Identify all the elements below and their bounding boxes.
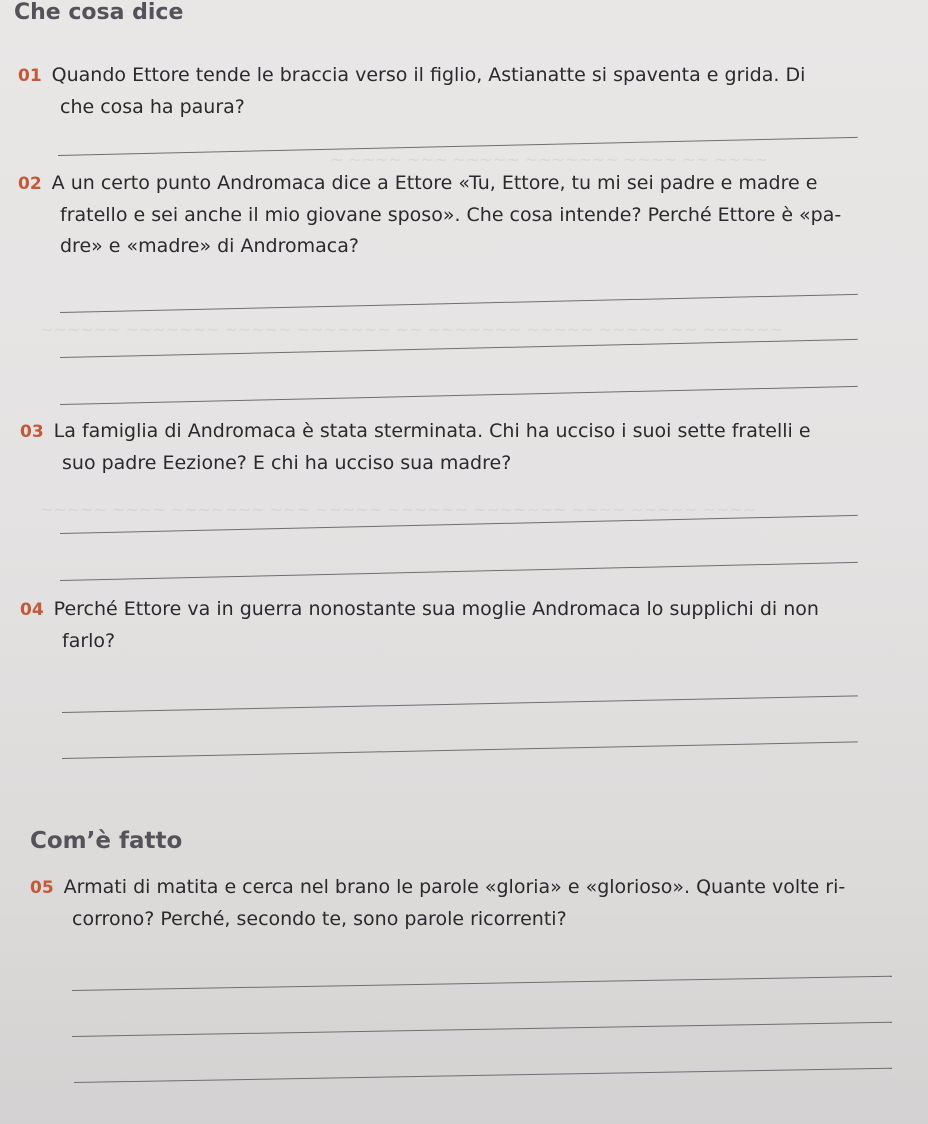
question-number: 01 — [18, 66, 42, 86]
show-through-text: ~ ~~~~ ~~~ ~~~~~ ~~~~~~~ ~~~~ ~~ ~~~~ — [330, 150, 768, 169]
answer-line[interactable] — [60, 562, 858, 581]
question-text-line: La famiglia di Andromaca è stata sterminata. Chi ha ucciso i suoi sette fratelli e — [53, 420, 811, 442]
answer-line[interactable] — [60, 294, 858, 313]
show-through-text: ~~~~~ ~~~~ ~~~~~~~ ~~~ ~~~~~ ~~~~~~ ~~~~~~~ ~~~~ ~~~~~ ~~~~ — [40, 500, 757, 519]
question-number: 04 — [20, 600, 44, 620]
question-number: 05 — [30, 878, 54, 898]
section-title-come-fatto: Com’è fatto — [30, 828, 183, 854]
question-number: 02 — [18, 174, 42, 194]
answer-line[interactable] — [72, 1022, 892, 1037]
question-text-line: suo padre Eezione? E chi ha ucciso sua madre? — [62, 452, 512, 474]
question-03 — [20, 416, 811, 479]
question-text-line: dre» e «madre» di Andromaca? — [60, 235, 359, 257]
question-number: 03 — [20, 422, 44, 442]
show-through-text: ~~~~~~ ~~~~~~~ ~~~~~ ~~~~~~~ ~~ ~~~~~~~ ~~~~~ ~~~~~ ~~ ~~~~~~ — [40, 320, 783, 339]
question-02 — [18, 168, 841, 262]
answer-line[interactable] — [74, 1068, 892, 1083]
section-title-che-cosa-dice: Che cosa dice — [14, 0, 184, 25]
question-text-line: fratello e sei anche il mio giovane sposo». Che cosa intende? Perché Ettore è «pa- — [60, 204, 842, 226]
question-text-line: corrono? Perché, secondo te, sono parole ricorrenti? — [72, 908, 567, 930]
question-04 — [20, 594, 819, 657]
answer-line[interactable] — [60, 515, 858, 534]
question-text-line: A un certo punto Andromaca dice a Ettore «Tu, Ettore, tu mi sei padre e madre e — [51, 172, 818, 194]
answer-line[interactable] — [60, 386, 858, 405]
answer-line[interactable] — [62, 695, 858, 713]
question-05 — [30, 872, 845, 935]
answer-line[interactable] — [58, 137, 858, 156]
answer-line[interactable] — [60, 339, 858, 358]
question-01 — [18, 60, 805, 123]
question-text-line: Quando Ettore tende le braccia verso il figlio, Astianatte si spaventa e grida. Di — [51, 64, 806, 86]
answer-line[interactable] — [62, 741, 858, 759]
answer-line[interactable] — [72, 976, 892, 991]
question-text-line: che cosa ha paura? — [60, 96, 245, 118]
question-text-line: Armati di matita e cerca nel brano le parole «gloria» e «glorioso». Quante volte ri- — [63, 876, 846, 898]
question-text-line: farlo? — [62, 630, 116, 652]
question-text-line: Perché Ettore va in guerra nonostante sua moglie Andromaca lo supplichi di non — [53, 598, 819, 620]
